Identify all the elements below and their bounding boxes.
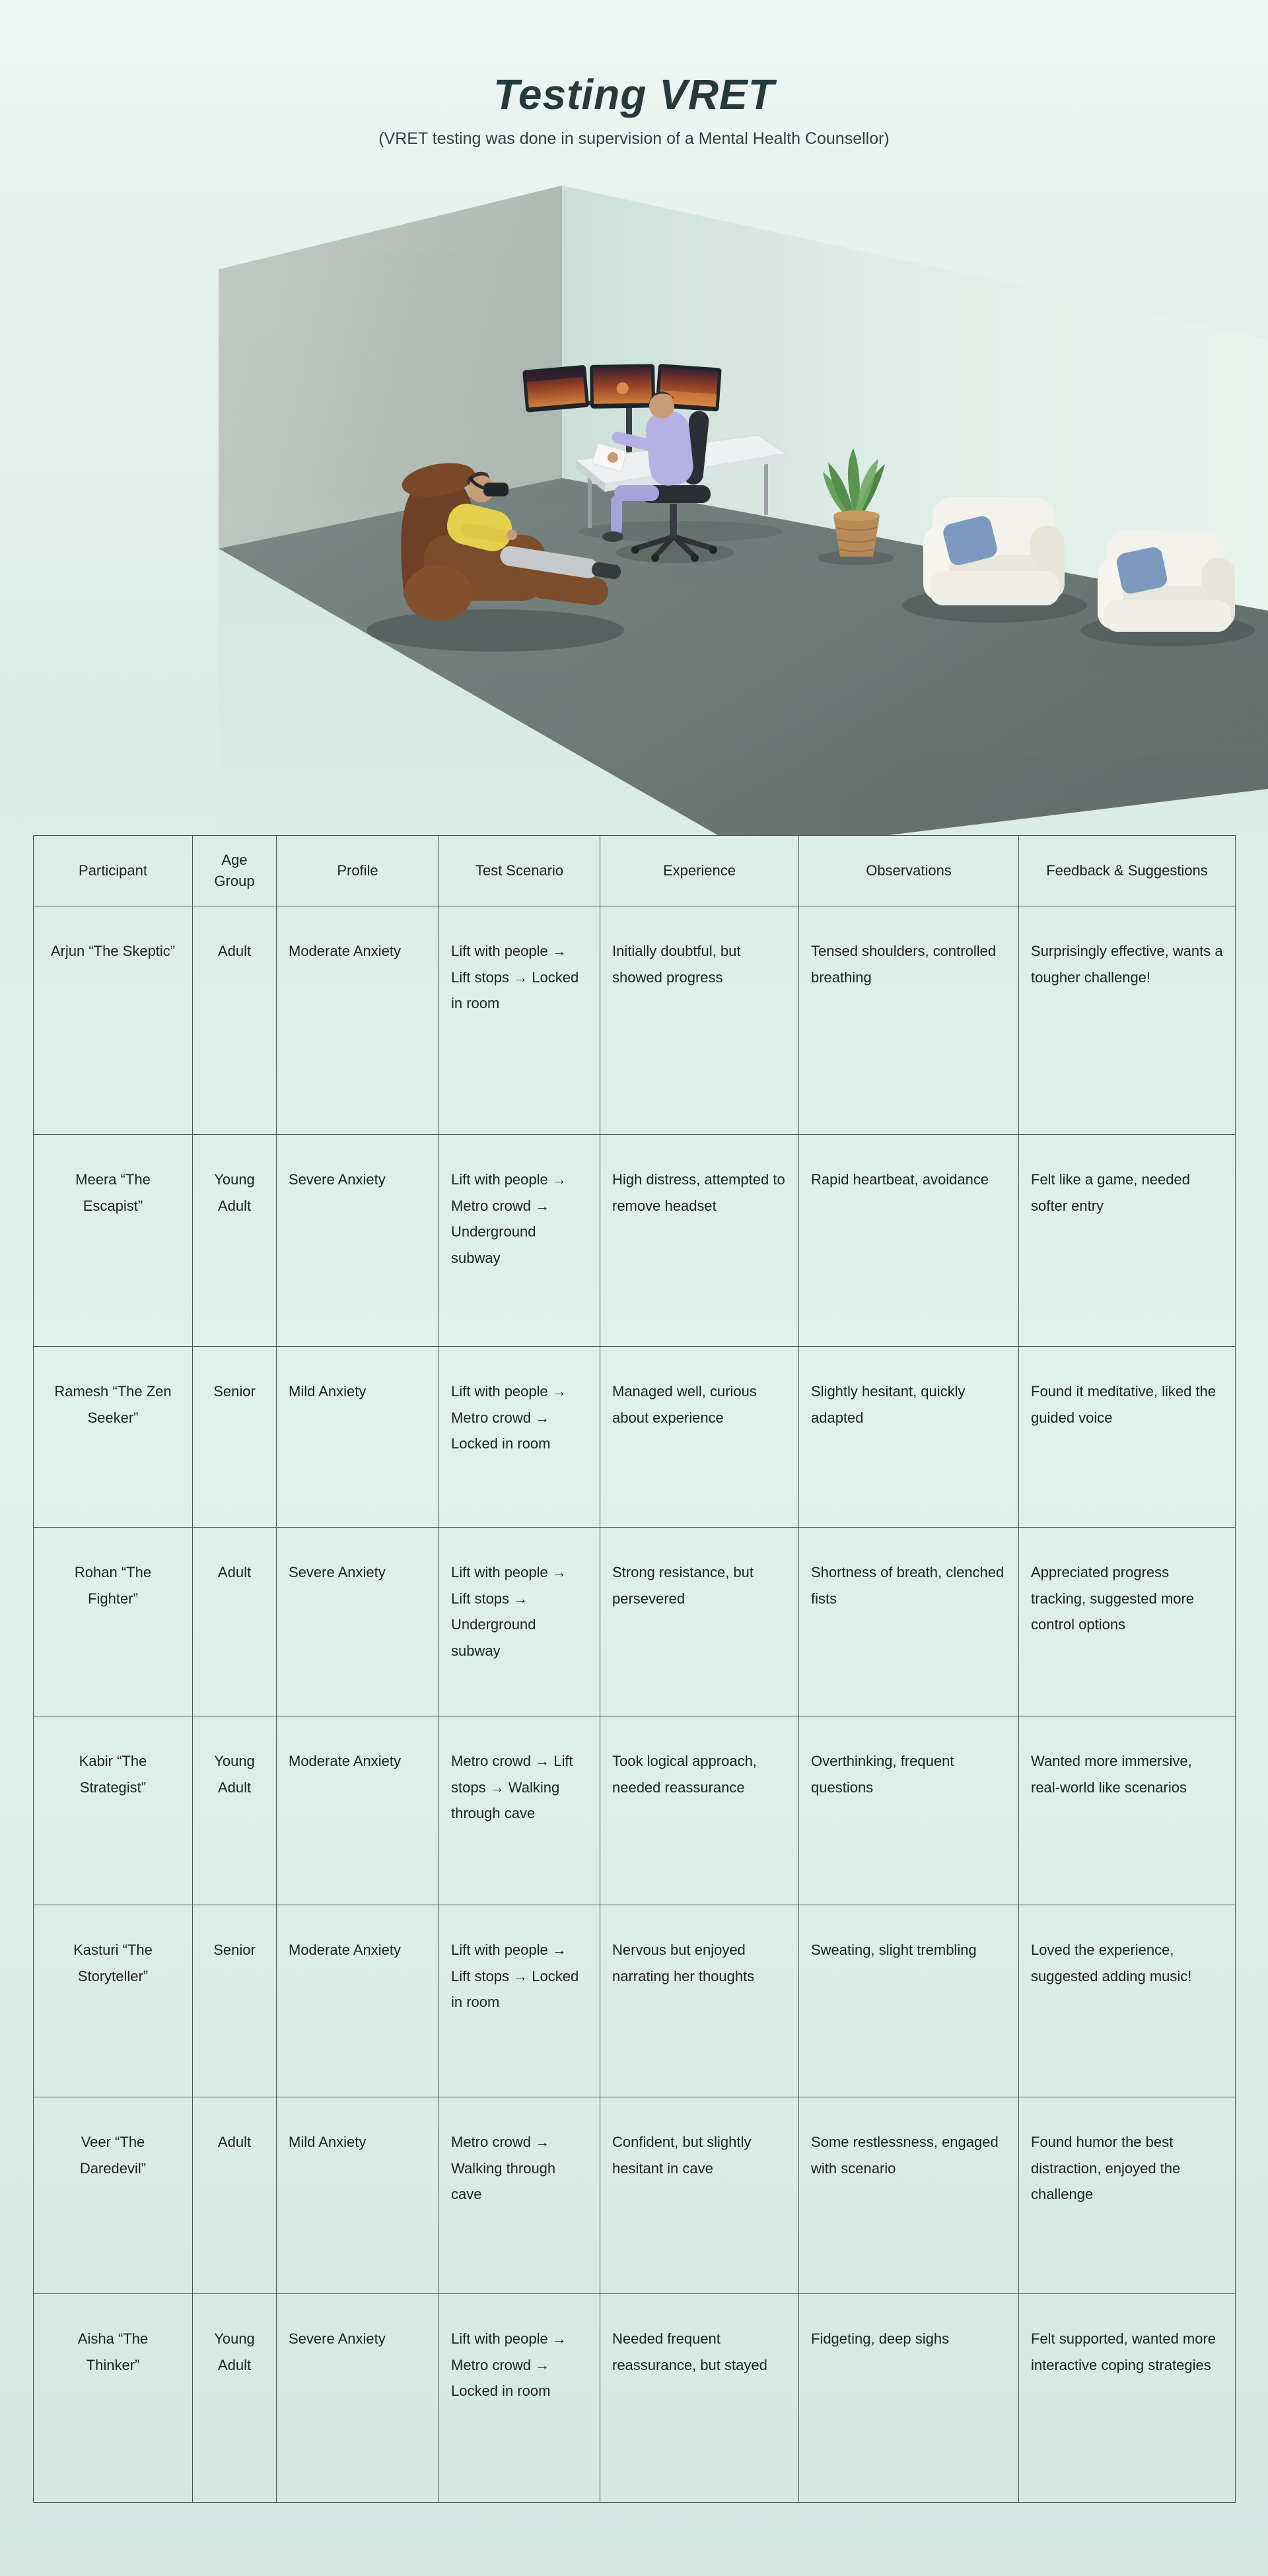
test-scenario-cell: Lift with people → Lift stops → Locked in room	[439, 1905, 600, 2097]
participant-cell: Kasturi “The Storyteller”	[34, 1905, 193, 2097]
profile-cell: Moderate Anxiety	[277, 1905, 439, 2097]
test-scenario-cell: Lift with people → Metro crowd → Locked in room	[439, 2294, 600, 2503]
observations-cell: Tensed shoulders, controlled breathing	[799, 906, 1019, 1135]
test-scenario-cell: Lift with people → Metro crowd → Locked in room	[439, 1347, 600, 1528]
page-subtitle: (VRET testing was done in supervision of a Mental Health Counsellor)	[378, 129, 890, 148]
table-row	[34, 1716, 1236, 1905]
table-row	[34, 1347, 1236, 1528]
test-scenario-cell: Metro crowd → Walking through cave	[439, 2097, 600, 2294]
profile-cell: Severe Anxiety	[277, 2294, 439, 2503]
monitor-left	[522, 365, 589, 413]
participant-cell: Meera “The Escapist”	[34, 1135, 193, 1347]
header-cell-feedback: Feedback & Suggestions	[1019, 836, 1236, 906]
feedback-cell: Felt supported, wanted more interactive coping strategies	[1019, 2294, 1236, 2503]
profile-cell: Moderate Anxiety	[277, 1716, 439, 1905]
table-row	[34, 906, 1236, 1135]
results-table-section	[33, 835, 1235, 2503]
table-header-row	[34, 836, 1236, 906]
profile-cell: Severe Anxiety	[277, 1135, 439, 1347]
observations-cell: Shortness of breath, clenched fists	[799, 1528, 1019, 1716]
vret-results-table	[33, 835, 1236, 2503]
profile-cell: Mild Anxiety	[277, 1347, 439, 1528]
observations-cell: Slightly hesitant, quickly adapted	[799, 1347, 1019, 1528]
profile-cell: Moderate Anxiety	[277, 906, 439, 1135]
experience-cell: Took logical approach, needed reassurance	[600, 1716, 799, 1905]
test-scenario-cell: Lift with people → Lift stops → Underground subway	[439, 1528, 600, 1716]
experience-cell: Strong resistance, but persevered	[600, 1528, 799, 1716]
observations-cell: Sweating, slight trembling	[799, 1905, 1019, 2097]
age-group-cell: Senior	[193, 1905, 277, 2097]
room-illustration-svg	[0, 175, 1268, 835]
observations-cell: Rapid heartbeat, avoidance	[799, 1135, 1019, 1347]
table-row	[34, 2294, 1236, 2503]
observations-cell: Fidgeting, deep sighs	[799, 2294, 1019, 2503]
header-cell-profile: Profile	[277, 836, 439, 906]
participant-cell: Veer “The Daredevil”	[34, 2097, 193, 2294]
vret-room-illustration	[0, 175, 1268, 835]
age-group-cell: Young Adult	[193, 1716, 277, 1905]
observations-cell: Overthinking, frequent questions	[799, 1716, 1019, 1905]
page-header	[0, 0, 1268, 149]
participant-cell: Arjun “The Skeptic”	[34, 906, 193, 1135]
age-group-cell: Young Adult	[193, 2294, 277, 2503]
participant-cell: Aisha “The Thinker”	[34, 2294, 193, 2503]
participant-cell: Ramesh “The Zen Seeker”	[34, 1347, 193, 1528]
feedback-cell: Wanted more immersive, real-world like scenarios	[1019, 1716, 1236, 1905]
table-row	[34, 1135, 1236, 1347]
age-group-cell: Young Adult	[193, 1135, 277, 1347]
age-group-cell: Adult	[193, 906, 277, 1135]
participant-cell: Kabir “The Strategist”	[34, 1716, 193, 1905]
header-cell-experience: Experience	[600, 836, 799, 906]
header-cell-test-scenario: Test Scenario	[439, 836, 600, 906]
header-cell-participant: Participant	[34, 836, 193, 906]
experience-cell: Needed frequent reassurance, but stayed	[600, 2294, 799, 2503]
age-group-cell: Adult	[193, 1528, 277, 1716]
experience-cell: Initially doubtful, but showed progress	[600, 906, 799, 1135]
experience-cell: High distress, attempted to remove headset	[600, 1135, 799, 1347]
experience-cell: Nervous but enjoyed narrating her thoughts	[600, 1905, 799, 2097]
test-scenario-cell: Metro crowd → Lift stops → Walking through cave	[439, 1716, 600, 1905]
experience-cell: Confident, but slightly hesitant in cave	[600, 2097, 799, 2294]
participant-cell: Rohan “The Fighter”	[34, 1528, 193, 1716]
test-scenario-cell: Lift with people → Lift stops → Locked in room	[439, 906, 600, 1135]
page-title: Testing VRET	[493, 71, 775, 118]
feedback-cell: Loved the experience, suggested adding music!	[1019, 1905, 1236, 2097]
table-row	[34, 1528, 1236, 1716]
feedback-cell: Felt like a game, needed softer entry	[1019, 1135, 1236, 1347]
feedback-cell: Found it meditative, liked the guided voice	[1019, 1347, 1236, 1528]
header-cell-age-group: Age Group	[193, 836, 277, 906]
feedback-cell: Surprisingly effective, wants a tougher challenge!	[1019, 906, 1236, 1135]
table-row	[34, 2097, 1236, 2294]
age-group-cell: Senior	[193, 1347, 277, 1528]
monitor-center	[590, 364, 655, 409]
table-row	[34, 1905, 1236, 2097]
experience-cell: Managed well, curious about experience	[600, 1347, 799, 1528]
feedback-cell: Appreciated progress tracking, suggested more control options	[1019, 1528, 1236, 1716]
observations-cell: Some restlessness, engaged with scenario	[799, 2097, 1019, 2294]
header-cell-observations: Observations	[799, 836, 1019, 906]
age-group-cell: Adult	[193, 2097, 277, 2294]
feedback-cell: Found humor the best distraction, enjoyed the challenge	[1019, 2097, 1236, 2294]
profile-cell: Mild Anxiety	[277, 2097, 439, 2294]
profile-cell: Severe Anxiety	[277, 1528, 439, 1716]
test-scenario-cell: Lift with people → Metro crowd → Underground subway	[439, 1135, 600, 1347]
